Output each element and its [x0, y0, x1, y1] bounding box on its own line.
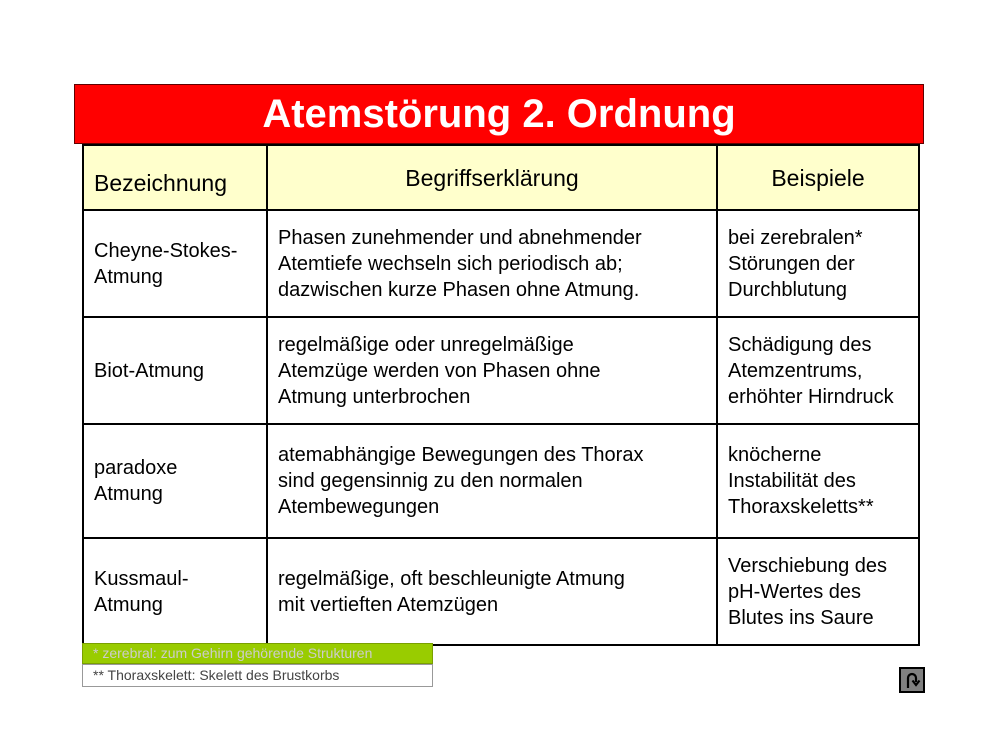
example-line: Blutes ins Saure: [728, 606, 874, 629]
name-line: Atmung: [94, 265, 163, 288]
page-title: Atemstörung 2. Ordnung: [262, 91, 736, 136]
example-line: bei zerebralen*: [728, 226, 863, 249]
row-name: [83, 538, 267, 645]
back-button[interactable]: [899, 667, 925, 693]
explanation-line: Atembewegungen: [278, 496, 440, 518]
explanation-line: dazwischen kurze Phasen ohne Atmung.: [278, 278, 640, 301]
explanation-line: regelmäßige oder unregelmäßige: [278, 333, 574, 356]
row-examples: [717, 538, 919, 645]
example-line: erhöhter Hirndruck: [728, 385, 894, 408]
footnote-zerebral: * zerebral: zum Gehirn gehörende Strukturen: [82, 643, 433, 664]
header-bezeichnung: Bezeichnung: [83, 145, 267, 210]
row-name: [83, 317, 267, 424]
name-line: Atmung: [94, 483, 163, 505]
name-line: Cheyne-Stokes-: [94, 239, 238, 262]
explanation-line: Atmung unterbrochen: [278, 385, 471, 408]
u-turn-arrow-icon: [902, 670, 922, 690]
footnote-thoraxskelett: ** Thoraxskelett: Skelett des Brustkorbs: [82, 664, 433, 687]
explanation-line: mit vertieften Atemzügen: [278, 593, 499, 616]
row-examples: [717, 424, 919, 538]
row-explanation: [267, 210, 717, 317]
row-examples: [717, 317, 919, 424]
name-line: Biot-Atmung: [94, 359, 205, 382]
table-row: [83, 424, 919, 538]
example-line: Durchblutung: [728, 278, 847, 301]
row-explanation: [267, 424, 717, 538]
name-line: Atmung: [94, 593, 163, 616]
example-line: Störungen der: [728, 252, 855, 275]
name-line: Kussmaul-: [94, 567, 189, 590]
example-line: pH-Wertes des: [728, 580, 862, 603]
example-line: Atemzentrums,: [728, 359, 863, 382]
example-line: knöcherne: [728, 444, 822, 466]
example-line: Instabilität des: [728, 470, 856, 492]
table-row: [83, 210, 919, 317]
example-line: Verschiebung des: [728, 554, 888, 577]
explanation-line: Atemzüge werden von Phasen ohne: [278, 359, 601, 382]
example-line: Thoraxskeletts**: [728, 496, 874, 518]
row-explanation: [267, 317, 717, 424]
table-row: [83, 317, 919, 424]
header-begriffserklaerung: Begriffserklärung: [267, 145, 717, 210]
header-beispiele: Beispiele: [717, 145, 919, 210]
title-banner: [74, 84, 924, 144]
name-line: paradoxe: [94, 457, 178, 479]
example-line: Schädigung des: [728, 333, 872, 356]
table-row: [83, 538, 919, 645]
explanation-line: regelmäßige, oft beschleunigte Atmung: [278, 567, 625, 590]
row-name: [83, 210, 267, 317]
row-examples: [717, 210, 919, 317]
explanation-line: sind gegensinnig zu den normalen: [278, 470, 583, 492]
row-explanation: [267, 538, 717, 645]
breathing-disorders-table: [82, 144, 920, 646]
explanation-line: atemabhängige Bewegungen des Thorax: [278, 444, 644, 466]
table-header-row: [83, 145, 919, 210]
explanation-line: Phasen zunehmender und abnehmender: [278, 226, 642, 249]
explanation-line: Atemtiefe wechseln sich periodisch ab;: [278, 252, 623, 275]
row-name: [83, 424, 267, 538]
